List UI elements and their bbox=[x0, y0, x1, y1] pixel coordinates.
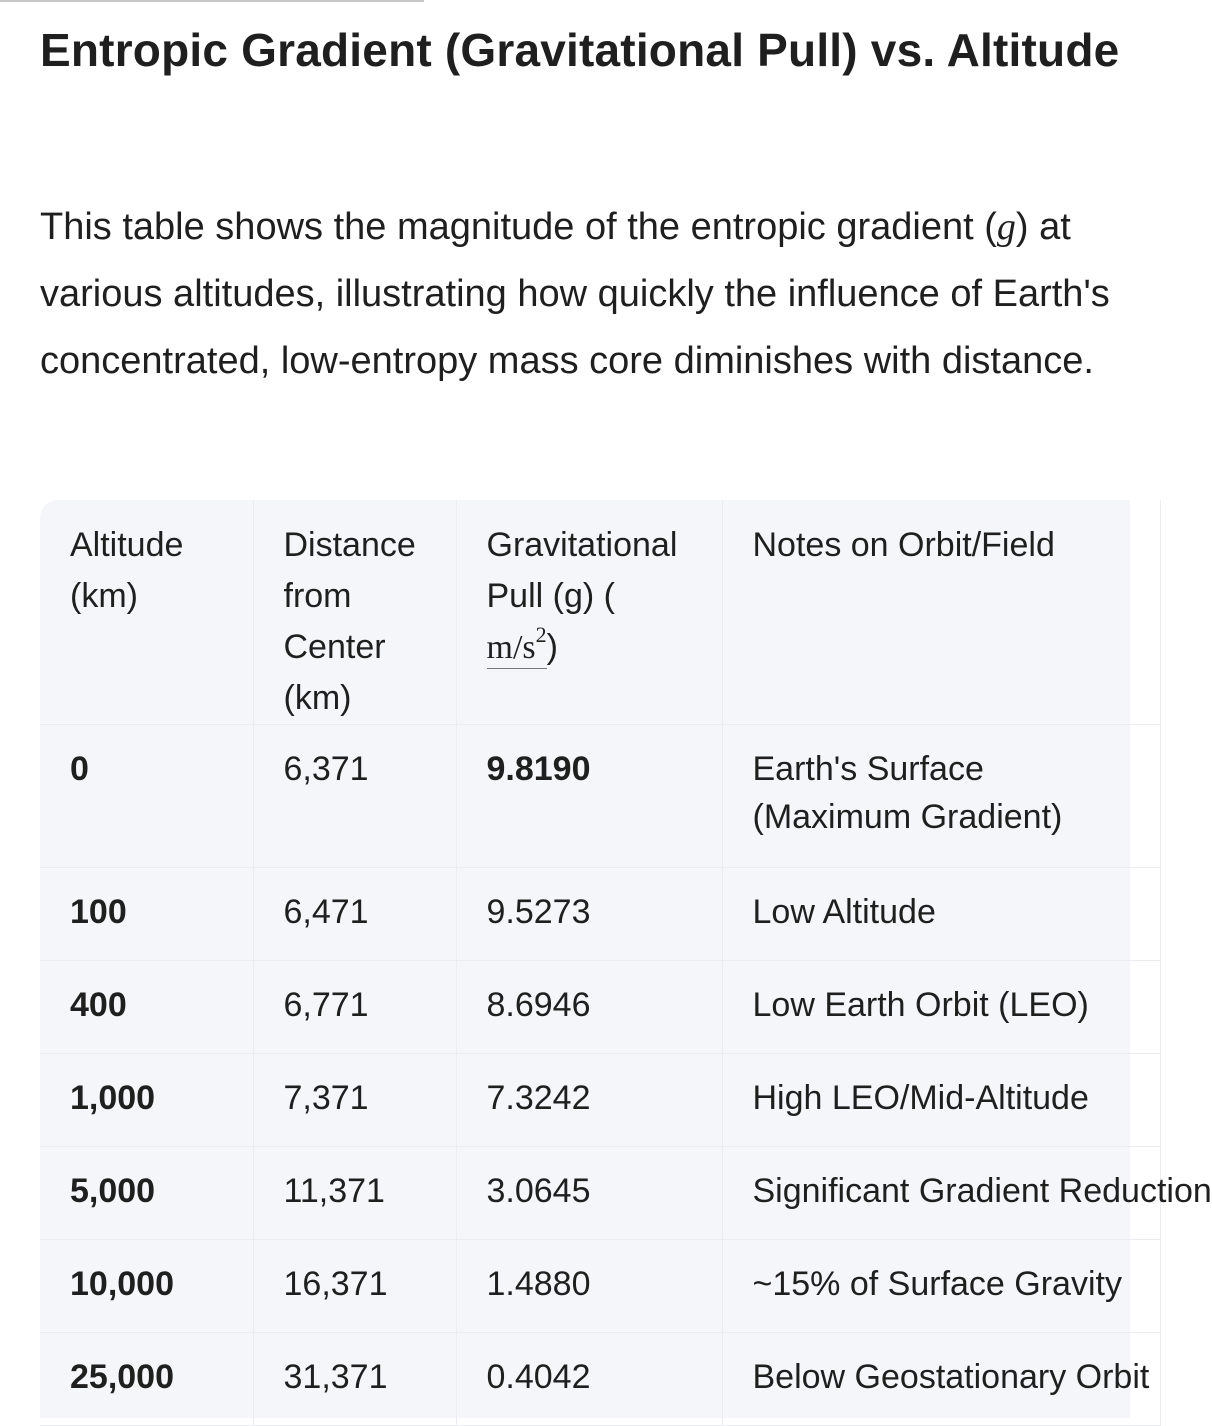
cell-gravity: 9.5273 bbox=[456, 868, 722, 961]
top-divider bbox=[0, 0, 424, 2]
cell-altitude: 400 bbox=[40, 961, 253, 1054]
header-gravity-suffix: ) bbox=[546, 628, 558, 666]
cell-altitude: 0 bbox=[40, 725, 253, 868]
table-row bbox=[40, 725, 1160, 868]
cell-distance: 6,471 bbox=[253, 868, 456, 961]
table-header-row bbox=[40, 500, 1160, 725]
cell-notes: Low Altitude bbox=[722, 868, 1160, 961]
cell-altitude: 10,000 bbox=[40, 1240, 253, 1333]
header-altitude: Altitude (km) bbox=[40, 500, 253, 725]
cell-notes: Significant Gradient Reduction bbox=[722, 1147, 1160, 1240]
cell-gravity: 7.3242 bbox=[456, 1054, 722, 1147]
cell-altitude: 100 bbox=[40, 868, 253, 961]
header-gravitational-pull bbox=[456, 500, 722, 725]
table-row bbox=[40, 868, 1160, 961]
header-gravity-prefix: Gravitational Pull (g) ( bbox=[486, 526, 678, 615]
gradient-table bbox=[40, 500, 1212, 1426]
cell-distance: 7,371 bbox=[253, 1054, 456, 1147]
cell-gravity: 0.4042 bbox=[456, 1333, 722, 1426]
cell-distance: 6,771 bbox=[253, 961, 456, 1054]
cell-notes: Low Earth Orbit (LEO) bbox=[722, 961, 1160, 1054]
table-row bbox=[40, 1054, 1160, 1147]
table-row bbox=[40, 961, 1160, 1054]
intro-paragraph bbox=[40, 194, 1140, 395]
table-row bbox=[40, 1333, 1160, 1426]
cell-distance: 6,371 bbox=[253, 725, 456, 868]
gravity-unit bbox=[486, 622, 547, 669]
table-row bbox=[40, 1147, 1160, 1240]
table-row bbox=[40, 1240, 1160, 1333]
cell-gravity: 3.0645 bbox=[456, 1147, 722, 1240]
intro-text-after: ) at various altitudes, illustrating how quickly the influence of Earth's concentrated, low-entropy mass core diminishes with distance. bbox=[40, 206, 1110, 382]
gravity-symbol: g bbox=[996, 206, 1016, 248]
cell-altitude: 25,000 bbox=[40, 1333, 253, 1426]
cell-notes: Below Geostationary Orbit bbox=[722, 1333, 1160, 1426]
cell-distance: 11,371 bbox=[253, 1147, 456, 1240]
cell-notes: ~15% of Surface Gravity bbox=[722, 1240, 1160, 1333]
header-distance: Distance from Center (km) bbox=[253, 500, 456, 725]
cell-notes: High LEO/Mid-Altitude bbox=[722, 1054, 1160, 1147]
cell-altitude: 5,000 bbox=[40, 1147, 253, 1240]
cell-gravity: 1.4880 bbox=[456, 1240, 722, 1333]
cell-notes: Earth's Surface (Maximum Gradient) bbox=[722, 725, 1160, 868]
gradient-table-container[interactable] bbox=[40, 500, 1212, 1418]
cell-altitude: 1,000 bbox=[40, 1054, 253, 1147]
cell-gravity: 9.8190 bbox=[456, 725, 722, 868]
page-title: Entropic Gradient (Gravitational Pull) vs. Altitude bbox=[40, 24, 1120, 76]
cell-gravity: 8.6946 bbox=[456, 961, 722, 1054]
intro-text-before: This table shows the magnitude of the entropic gradient ( bbox=[40, 206, 997, 248]
cell-distance: 16,371 bbox=[253, 1240, 456, 1333]
header-notes: Notes on Orbit/Field bbox=[722, 500, 1160, 725]
gravity-unit-exponent: 2 bbox=[535, 622, 547, 647]
cell-distance: 31,371 bbox=[253, 1333, 456, 1426]
gravity-unit-base: m/s bbox=[486, 629, 536, 666]
